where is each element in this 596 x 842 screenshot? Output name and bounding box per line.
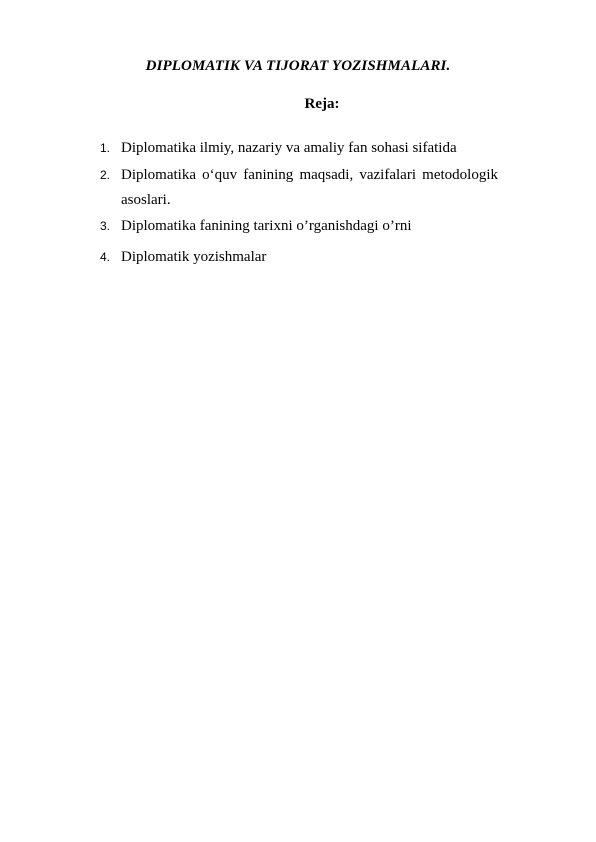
plan-item-text: Diplomatika o‘quv fanining maqsadi, vazifalari metodologik asoslari. <box>121 167 498 208</box>
plan-item-4 <box>102 245 498 270</box>
plan-heading: Reja: <box>304 96 340 112</box>
plan-item-number: 4. <box>100 250 111 264</box>
plan-list <box>102 136 498 270</box>
plan-item-text: Diplomatik yozishmalar <box>121 249 267 265</box>
document-title: DIPLOMATIK VA TIJORAT YOZISHMALARI. <box>145 58 451 74</box>
plan-item-text: Diplomatika ilmiy, nazariy va amaliy fan sohasi sifatida <box>121 140 457 156</box>
plan-item-2 <box>102 163 498 213</box>
plan-item-1 <box>102 136 498 161</box>
plan-item-number: 2. <box>100 168 111 182</box>
plan-item-number: 3. <box>100 219 111 233</box>
plan-item-3 <box>102 214 498 239</box>
plan-item-number: 1. <box>100 141 111 155</box>
plan-item-text: Diplomatika fanining tarixni o’rganishdagi o’rni <box>121 218 412 234</box>
